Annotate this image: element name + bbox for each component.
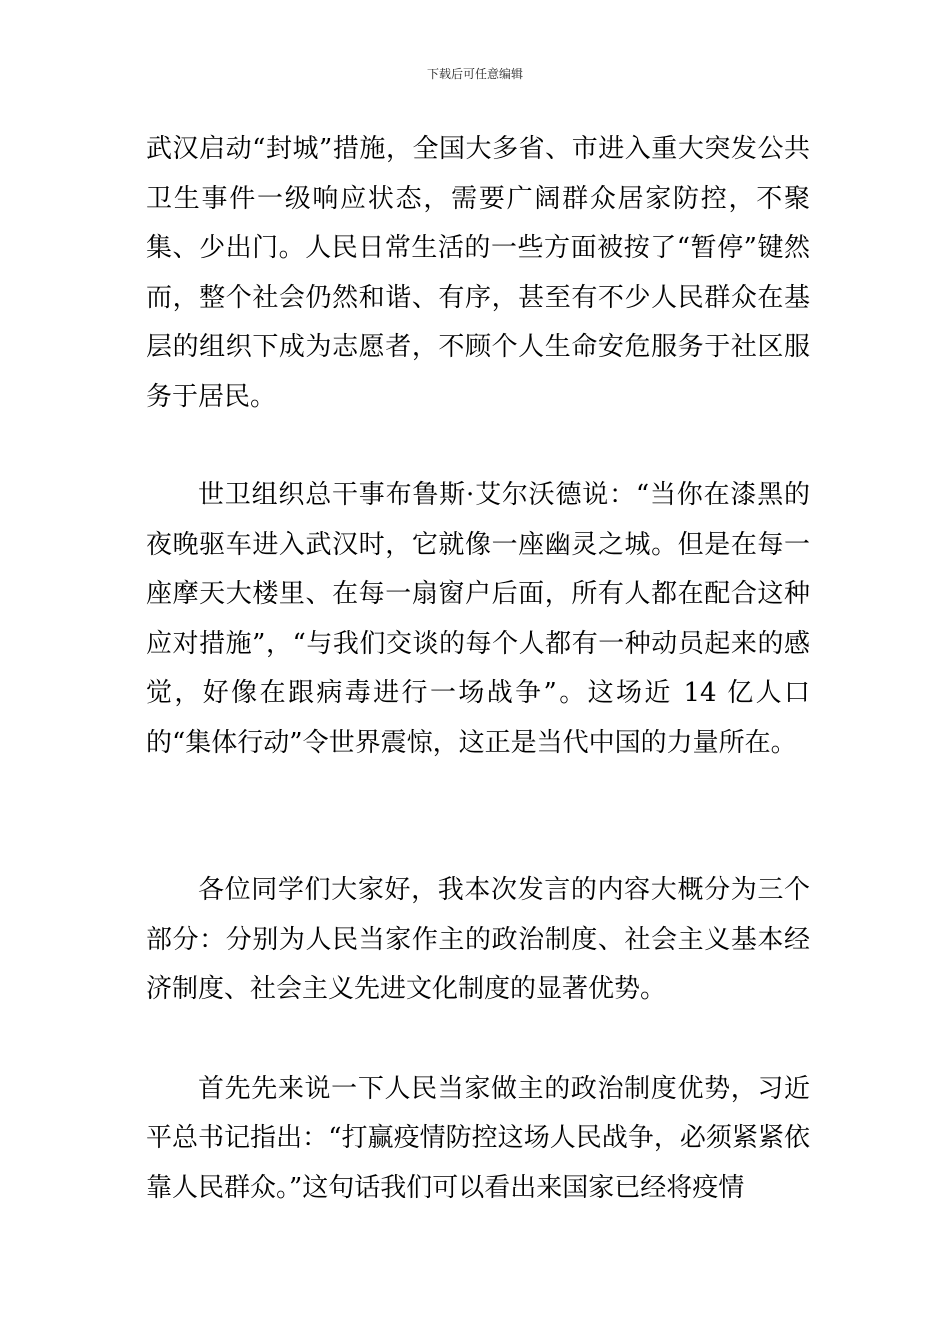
paragraph-gap bbox=[146, 422, 810, 471]
header-note: 下载后可任意编辑 bbox=[426, 67, 523, 81]
paragraph-3: 各位同学们大家好，我本次发言的内容大概分为三个部分：分别为人民当家作主的政治制度、社会主义基本经济制度、社会主义先进文化制度的显著优势。 bbox=[146, 875, 810, 1004]
paragraph-gap bbox=[146, 1015, 810, 1065]
document-body bbox=[146, 125, 810, 1213]
paragraph-gap bbox=[146, 768, 810, 866]
paragraph-4: 首先先来说一下人民当家做主的政治制度优势，习近平总书记指出：“打赢疫情防控这场人民战争，必须紧紧依靠人民群众。”这句话我们可以看出来国家已经将疫情 bbox=[146, 1073, 810, 1203]
paragraph-1: 武汉启动“封城”措施，全国大多省、市进入重大突发公共卫生事件一级响应状态，需要广阔群众居家防控，不聚集、少出门。人民日常生活的一些方面被按了“暂停”键然而，整个社会仍然和谐、有序，甚至有不少人民群众在基层的组织下成为志愿者，不顾个人生命安危服务于社区服务于居民。 bbox=[146, 134, 810, 412]
paragraph-2: 世卫组织总干事布鲁斯·艾尔沃德说：“当你在漆黑的夜晚驱车进入武汉时，它就像一座幽灵之城。但是在每一座摩天大楼里、在每一扇窗户后面，所有人都在配合这种应对措施”，“与我们交谈的每个人都有一种动员起来的感觉，好像在跟病毒进行一场战争”。这场近 14 亿人口的“集体行动”令世界震惊，这正是当代中国的力量所在。 bbox=[146, 480, 810, 758]
